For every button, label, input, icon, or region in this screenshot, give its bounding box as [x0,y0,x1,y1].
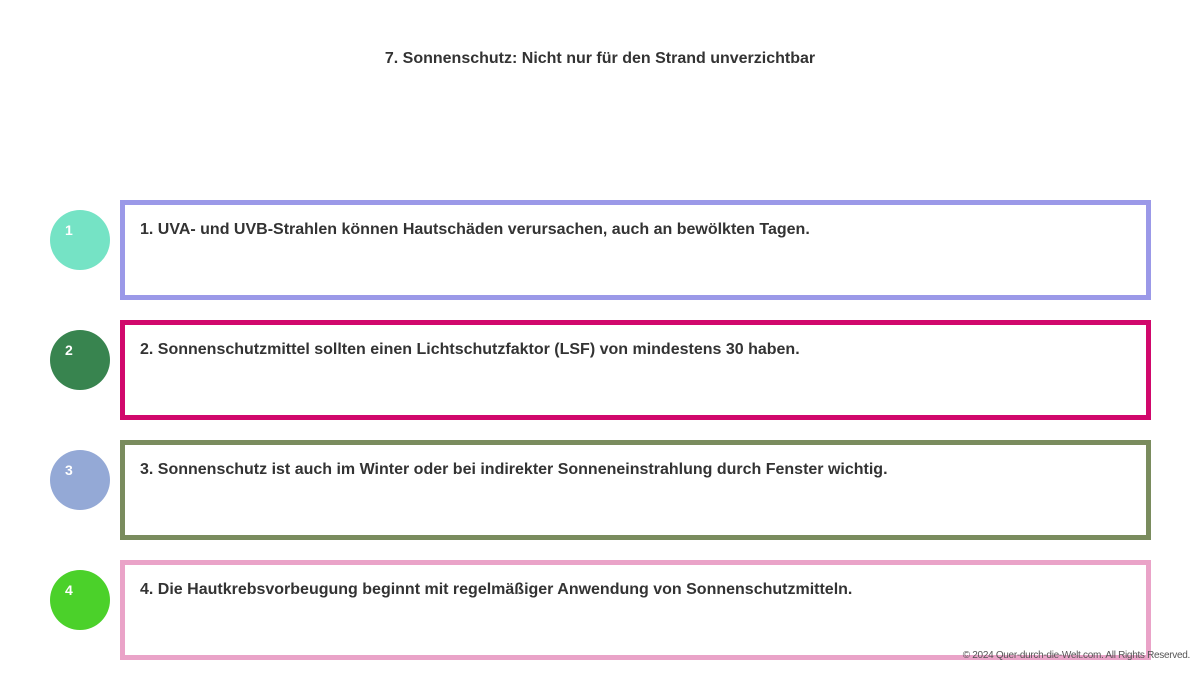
list-item [0,200,1200,300]
number-badge [50,210,110,270]
list-item [0,440,1200,540]
copyright-footer: © 2024 Quer-durch-die-Welt.com. All Rights Reserved. [962,650,1190,661]
statement-text: 1. UVA- und UVB-Strahlen können Hautschäden verursachen, auch an bewölkten Tagen. [140,221,810,238]
statement-text: 2. Sonnenschutzmittel sollten einen Lichtschutzfaktor (LSF) von mindestens 30 haben. [140,341,800,358]
statement-box [120,200,1151,300]
number-badge [50,570,110,630]
number-badge [50,450,110,510]
number-label: 1 [65,222,73,238]
statement-box [120,320,1151,420]
number-label: 4 [65,582,73,598]
statement-text: 4. Die Hautkrebsvorbeugung beginnt mit regelmäßiger Anwendung von Sonnenschutzmitteln. [140,581,853,598]
statement-box [120,560,1151,660]
statement-text: 3. Sonnenschutz ist auch im Winter oder bei indirekter Sonneneinstrahlung durch Fenster wichtig. [140,461,888,478]
list-item [0,560,1200,660]
list-item [0,320,1200,420]
number-badge [50,330,110,390]
page-title: 7. Sonnenschutz: Nicht nur für den Strand unverzichtbar [384,50,816,67]
number-label: 3 [65,462,73,478]
statement-box [120,440,1151,540]
number-label: 2 [65,342,73,358]
